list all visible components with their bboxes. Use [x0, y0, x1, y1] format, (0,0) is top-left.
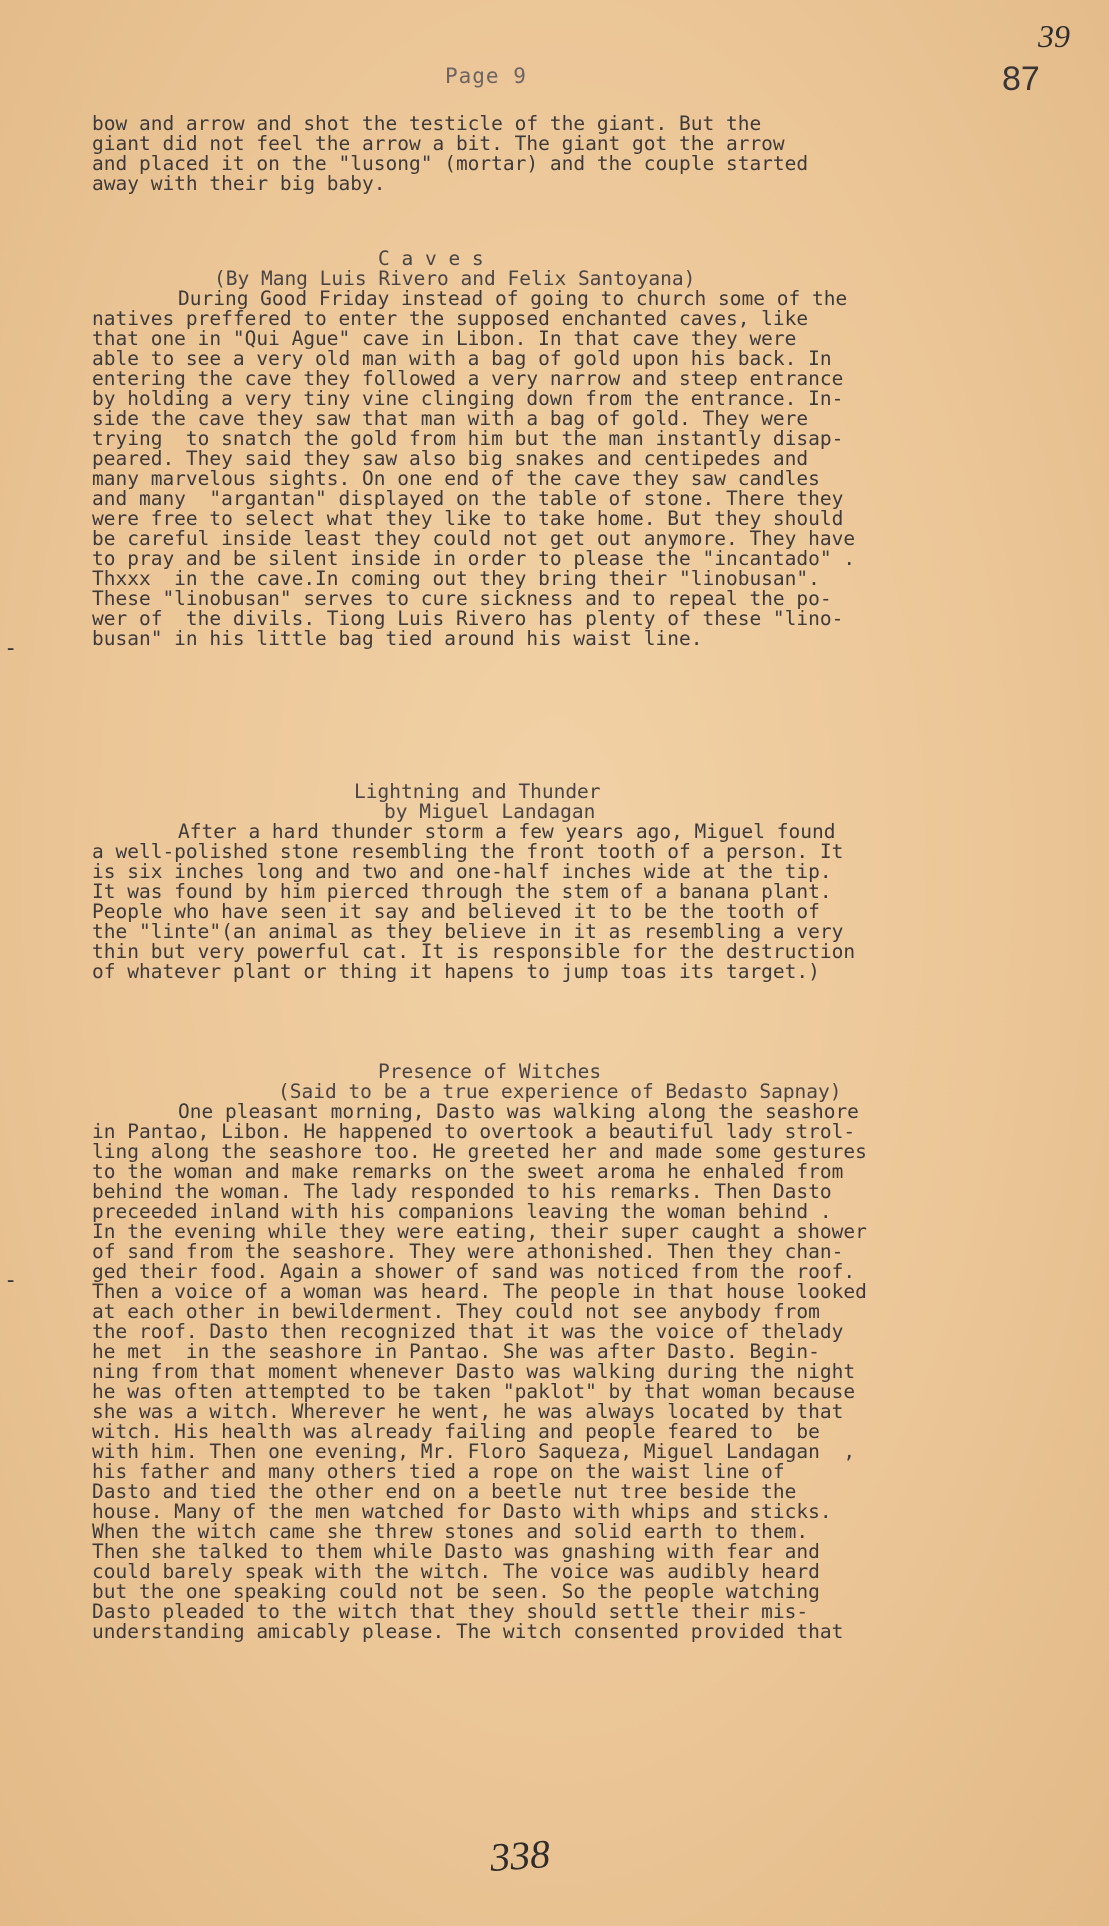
caves-byline: (By Mang Luis Rivero and Felix Santoyana): [214, 267, 696, 290]
caves-line: wer of the divils. Tiong Luis Rivero has plenty of these "lino-: [92, 607, 844, 630]
intro-line: giant did not feel the arrow a bit. The giant got the arrow: [92, 132, 785, 155]
lightning-line: a well-polished stone resembling the front tooth of a person. It: [92, 840, 844, 863]
witches-line: could barely speak with the witch. The voice was audibly heard: [92, 1560, 820, 1583]
witches-line: behind the woman. The lady responded to his remarks. Then Dasto: [92, 1180, 832, 1203]
lightning-byline: by Miguel Landagan: [384, 800, 596, 823]
intro-line: and placed it on the "lusong" (mortar) and the couple started: [92, 152, 809, 175]
lightning-line: is six inches long and two and one-half inches wide at the tip.: [92, 860, 832, 883]
witches-line: he was often attempted to be taken "paklot" by that woman because: [92, 1380, 856, 1403]
intro-line: bow and arrow and shot the testicle of the giant. But the: [92, 112, 762, 135]
caves-title: C a v e s: [378, 247, 484, 270]
witches-line: in Pantao, Libon. He happened to overtook a beautiful lady strol-: [92, 1120, 856, 1143]
page-label: Page 9: [445, 64, 527, 88]
handwritten-page-number: 39: [1038, 18, 1070, 54]
lightning-line: It was found by him pierced through the stem of a banana plant.: [92, 880, 832, 903]
caves-line: These "linobusan" serves to cure sickness and to repeal the po-: [92, 587, 832, 610]
caves-section: [92, 249, 1092, 649]
lightning-line: of whatever plant or thing it hapens to jump toas its target.): [92, 960, 820, 983]
caves-line: side the cave they saw that man with a bag of gold. They were: [92, 407, 809, 430]
witches-line: his father and many others tied a rope on the waist line of: [92, 1460, 785, 1483]
witches-line: preceeded inland with his companions leaving the woman behind .: [92, 1200, 832, 1223]
witches-byline: (Said to be a true experience of Bedasto Sapnay): [278, 1080, 842, 1103]
witches-line: understanding amicably please. The witch consented provided that: [92, 1620, 844, 1643]
witches-line: of sand from the seashore. They were athonished. Then they chan-: [92, 1240, 844, 1263]
stamped-page-number: 87: [1002, 60, 1040, 98]
handwritten-archive-number: 338: [488, 1830, 552, 1881]
caves-line: natives preffered to enter the supposed enchanted caves, like: [92, 307, 809, 330]
witches-line: Dasto and tied the other end on a beetle nut tree beside the: [92, 1480, 797, 1503]
lightning-section: [92, 782, 1092, 982]
caves-line: peared. They said they saw also big snakes and centipedes and: [92, 447, 809, 470]
witches-line: ling along the seashore too. He greeted her and made some gestures: [92, 1140, 867, 1163]
caves-line: entering the cave they followed a very narrow and steep entrance: [92, 367, 844, 390]
witches-line: the roof. Dasto then recognized that it was the voice of thelady: [92, 1320, 844, 1343]
caves-line: Thxxx in the cave.In coming out they bring their "linobusan".: [92, 567, 820, 590]
witches-line: In the evening while they were eating, their super caught a shower: [92, 1220, 867, 1243]
intro-paragraph: [92, 114, 1092, 194]
caves-line: that one in "Qui Ague" cave in Libon. In that cave they were: [92, 327, 797, 350]
witches-line: he met in the seashore in Pantao. She was after Dasto. Begin-: [92, 1340, 820, 1363]
witches-line: at each other in bewilderment. They could not see anybody from: [92, 1300, 820, 1323]
caves-line: were free to select what they like to take home. But they should: [92, 507, 844, 530]
margin-mark: -: [4, 1268, 18, 1293]
caves-line: to pray and be silent inside in order to please the "incantado" .: [92, 547, 856, 570]
lightning-line: After a hard thunder storm a few years ago, Miguel found: [178, 820, 836, 843]
witches-line: One pleasant morning, Dasto was walking along the seashore: [178, 1100, 859, 1123]
intro-line: away with their big baby.: [92, 172, 386, 195]
witches-line: witch. His health was already failing and people feared to be: [92, 1420, 820, 1443]
witches-section: [92, 1062, 1092, 1642]
caves-line: be careful inside least they could not get out anymore. They have: [92, 527, 856, 550]
witches-title: Presence of Witches: [378, 1060, 602, 1083]
witches-line: to the woman and make remarks on the sweet aroma he enhaled from: [92, 1160, 844, 1183]
caves-line: busan" in his little bag tied around his waist line.: [92, 627, 703, 650]
witches-line: house. Many of the men watched for Dasto with whips and sticks.: [92, 1500, 832, 1523]
caves-line: trying to snatch the gold from him but the man instantly disap-: [92, 427, 844, 450]
caves-line: During Good Friday instead of going to church some of the: [178, 287, 848, 310]
witches-line: with him. Then one evening, Mr. Floro Saqueza, Miguel Landagan ,: [92, 1440, 856, 1463]
lightning-title: Lightning and Thunder: [354, 780, 601, 803]
caves-line: and many "argantan" displayed on the table of stone. There they: [92, 487, 844, 510]
lightning-line: thin but very powerful cat. It is responsible for the destruction: [92, 940, 856, 963]
caves-line: by holding a very tiny vine clinging down from the entrance. In-: [92, 387, 844, 410]
witches-line: she was a witch. Wherever he went, he was always located by that: [92, 1400, 844, 1423]
lightning-line: the "linte"(an animal as they believe in it as resembling a very: [92, 920, 844, 943]
witches-line: Then she talked to them while Dasto was gnashing with fear and: [92, 1540, 820, 1563]
witches-line: ged their food. Again a shower of sand was noticed from the roof.: [92, 1260, 856, 1283]
caves-line: many marvelous sights. On one end of the cave they saw candles: [92, 467, 820, 490]
caves-line: able to see a very old man with a bag of gold upon his back. In: [92, 347, 832, 370]
witches-line: When the witch came she threw stones and solid earth to them.: [92, 1520, 809, 1543]
lightning-line: People who have seen it say and believed it to be the tooth of: [92, 900, 820, 923]
witches-line: but the one speaking could not be seen. So the people watching: [92, 1580, 820, 1603]
witches-line: ning from that moment whenever Dasto was walking during the night: [92, 1360, 856, 1383]
margin-mark: -: [4, 636, 18, 661]
witches-line: Dasto pleaded to the witch that they should settle their mis-: [92, 1600, 809, 1623]
witches-line: Then a voice of a woman was heard. The people in that house looked: [92, 1280, 867, 1303]
